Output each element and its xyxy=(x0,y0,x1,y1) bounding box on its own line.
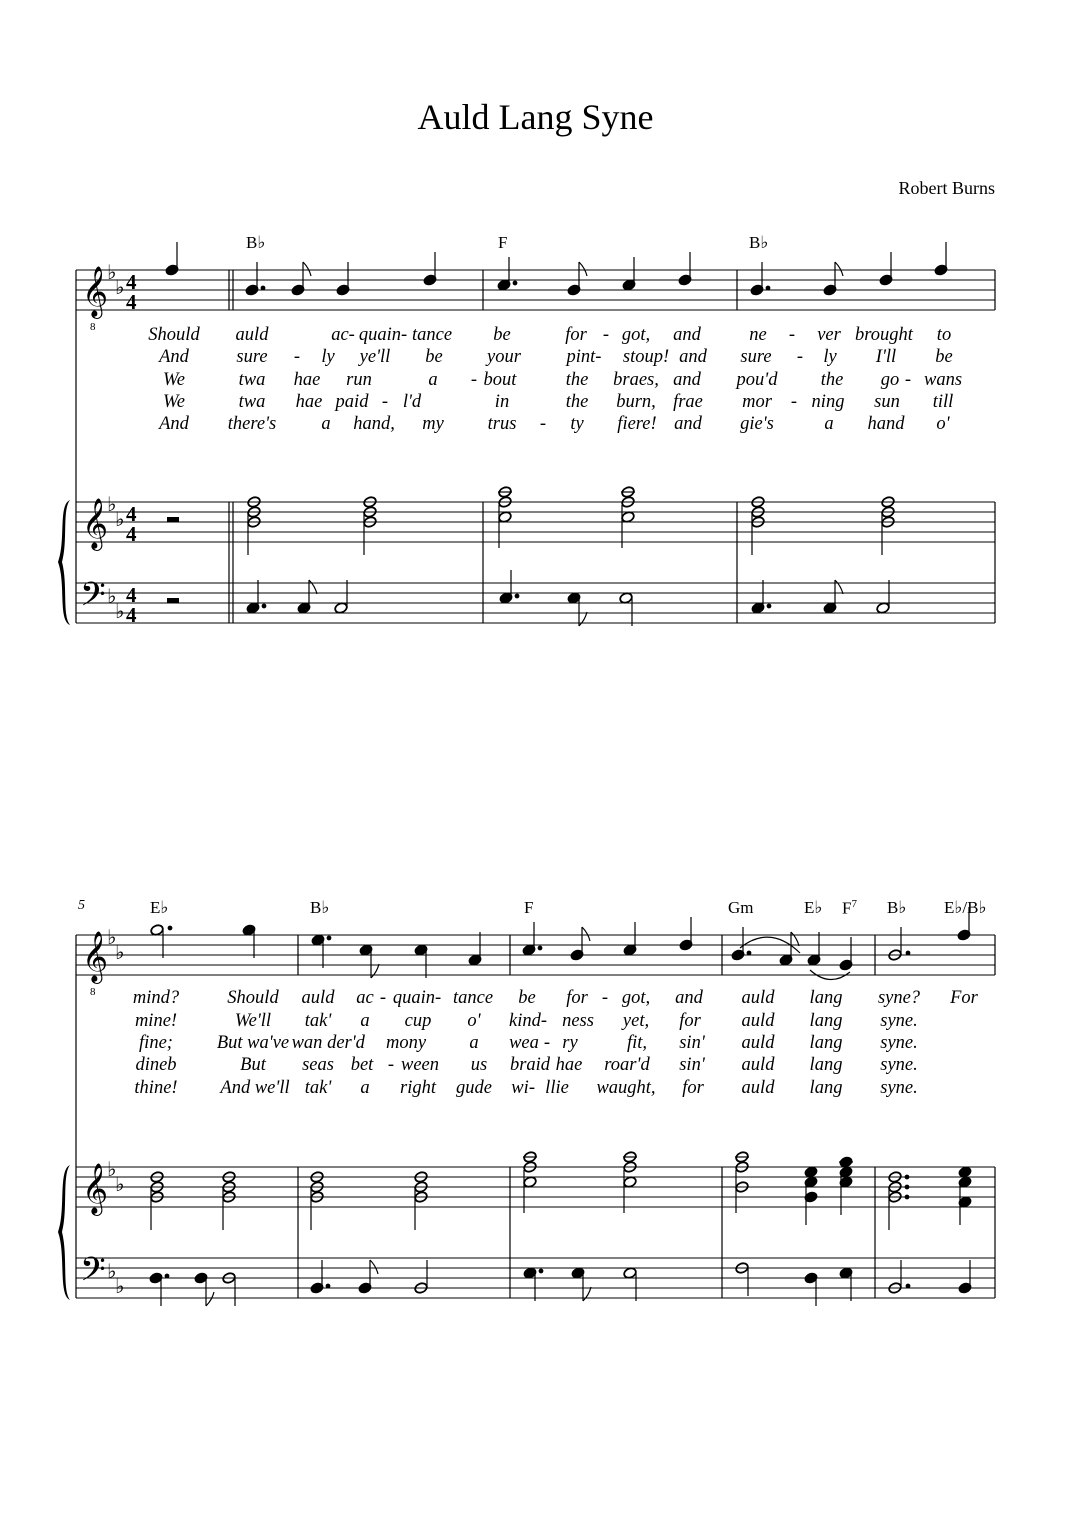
lyric-hyphen: - xyxy=(796,347,804,367)
piano-brace xyxy=(58,500,70,625)
lyric-syllable: fine; xyxy=(139,1033,173,1053)
piano-brace xyxy=(58,1165,70,1300)
lyric-syllable: lang xyxy=(809,1033,843,1053)
bass-clef: 𝄢 xyxy=(80,576,106,622)
svg-text:♭: ♭ xyxy=(107,584,117,608)
lyric-syllable: auld xyxy=(741,988,775,1008)
lyric-syllable: and xyxy=(674,414,702,434)
piano-bass-notes-2 xyxy=(149,1260,972,1306)
lyric-hyphen: - xyxy=(543,1033,551,1053)
lyric-syllable: Should xyxy=(148,325,200,345)
lyric-syllable: ning xyxy=(811,392,845,412)
piano-treble-staff-1 xyxy=(76,502,995,542)
lyric-syllable: and xyxy=(673,370,701,390)
lyric-syllable: a xyxy=(428,370,438,390)
lyric-syllable: auld xyxy=(235,325,269,345)
chord-symbol: F xyxy=(524,898,534,917)
vocal-staff-2 xyxy=(76,935,995,975)
chord-symbol: E♭/B♭ xyxy=(944,898,987,917)
half-rest xyxy=(167,598,179,603)
lyric-syllable: for xyxy=(566,988,588,1008)
lyric-syllable: and xyxy=(675,988,703,1008)
svg-text:♭: ♭ xyxy=(115,275,125,299)
lyric-syllable: sin' xyxy=(679,1033,705,1053)
lyric-syllable: dineb xyxy=(135,1055,177,1075)
lyric-syllable: cup xyxy=(404,1011,432,1031)
time-signature xyxy=(126,270,137,627)
lyric-syllable: twa xyxy=(238,370,266,390)
lyric-syllable: fit, xyxy=(626,1033,648,1053)
lyric-syllable: But xyxy=(240,1055,266,1075)
lyric-syllable: your xyxy=(487,347,521,367)
lyric-syllable: wea xyxy=(509,1033,539,1053)
lyric-syllable: be xyxy=(518,988,536,1008)
lyric-hyphen: - xyxy=(601,988,609,1008)
lyric-syllable: ly xyxy=(823,347,837,367)
svg-text:4: 4 xyxy=(126,270,137,294)
lyric-syllable: quain- xyxy=(358,325,408,345)
svg-text:4: 4 xyxy=(126,522,137,546)
lyric-syllable: right xyxy=(400,1078,436,1098)
lyric-syllable: lang xyxy=(809,988,843,1008)
lyric-syllable: the xyxy=(820,370,844,390)
svg-text:♭: ♭ xyxy=(115,507,125,531)
lyric-syllable: burn, xyxy=(616,392,656,412)
lyric-hyphen: - xyxy=(539,414,547,434)
lyric-syllable: waught, xyxy=(596,1078,656,1098)
lyric-syllable: tak' xyxy=(304,1011,332,1031)
lyric-syllable: gie's xyxy=(740,414,774,434)
lyric-syllable: bet xyxy=(350,1055,374,1075)
lyric-syllable: kind- xyxy=(508,1011,548,1031)
lyric-hyphen: - xyxy=(379,988,387,1008)
svg-text:4: 4 xyxy=(126,502,137,526)
lyric-syllable: till xyxy=(932,392,954,412)
svg-text:♭: ♭ xyxy=(107,1157,117,1181)
lyric-syllable: sun xyxy=(874,392,900,412)
svg-text:♭: ♭ xyxy=(115,1172,125,1196)
lyric-syllable: got, xyxy=(621,325,651,345)
lyric-syllable: a xyxy=(824,414,834,434)
lyric-syllable: mony xyxy=(385,1033,427,1053)
lyric-syllable: roar'd xyxy=(604,1055,650,1075)
lyric-syllable: And we'll xyxy=(220,1078,290,1098)
chord-symbol: B♭ xyxy=(887,898,907,917)
lyric-syllable: be xyxy=(493,325,511,345)
vocal-staff-1 xyxy=(76,270,995,310)
lyric-syllable: hand, xyxy=(353,414,395,434)
lyric-syllable: lang xyxy=(809,1078,843,1098)
lyric-syllable: For xyxy=(950,988,978,1008)
lyric-syllable: ween xyxy=(400,1055,440,1075)
lyric-syllable: ness xyxy=(562,1011,594,1031)
svg-text:♭: ♭ xyxy=(115,940,125,964)
lyric-syllable: gude xyxy=(456,1078,492,1098)
lyric-syllable: But wa've xyxy=(216,1033,290,1053)
lyric-syllable: for xyxy=(565,325,587,345)
lyric-syllable: der'd xyxy=(327,1033,365,1053)
chord-symbol: Gm xyxy=(728,898,754,917)
lyric-syllable: tance xyxy=(452,988,494,1008)
lyric-syllable: And xyxy=(159,347,189,367)
lyric-syllable: ac xyxy=(356,988,374,1008)
lyric-syllable: ry xyxy=(562,1033,578,1053)
svg-text:♭: ♭ xyxy=(115,599,125,623)
lyric-syllable: syne. xyxy=(880,1055,918,1075)
lyric-hyphen: - xyxy=(528,1078,536,1098)
chord-symbol: B♭ xyxy=(749,233,769,252)
lyric-syllable: a xyxy=(360,1011,370,1031)
piano-treble-staff-2 xyxy=(76,1167,995,1207)
svg-text:8: 8 xyxy=(90,986,96,998)
lyric-syllable: mor xyxy=(742,392,772,412)
lyric-syllable: syne. xyxy=(880,1033,918,1053)
lyric-syllable: ly xyxy=(321,347,335,367)
lyric-syllable: and xyxy=(679,347,707,367)
chord-symbol: B♭ xyxy=(310,898,330,917)
lyric-syllable: wan xyxy=(291,1033,323,1053)
lyric-syllable: auld xyxy=(741,1033,775,1053)
lyric-hyphen: - xyxy=(788,325,796,345)
lyric-syllable: there's xyxy=(227,414,277,434)
lyric-syllable: run xyxy=(346,370,372,390)
lyric-syllable: wans xyxy=(923,370,963,390)
treble-clef: 𝄞 xyxy=(82,1163,109,1214)
lyric-syllable: and xyxy=(673,325,701,345)
lyric-syllable: seas xyxy=(302,1055,334,1075)
composer-credit: Robert Burns xyxy=(898,178,995,198)
lyric-syllable: And xyxy=(159,414,189,434)
lyric-hyphen: - xyxy=(904,370,912,390)
chord-symbol: E♭ xyxy=(150,898,169,917)
lyric-hyphen: - xyxy=(470,370,478,390)
chord-symbol: E♭ xyxy=(804,898,823,917)
lyric-syllable: mine! xyxy=(134,1011,178,1031)
lyric-hyphen: - xyxy=(602,325,610,345)
lyric-syllable: for xyxy=(679,1011,701,1031)
lyric-syllable: We'll xyxy=(234,1011,272,1031)
lyric-syllable: auld xyxy=(741,1078,775,1098)
lyric-syllable: lang xyxy=(809,1011,843,1031)
lyric-syllable: paid xyxy=(335,392,369,412)
lyric-syllable: be xyxy=(935,347,953,367)
lyric-syllable: We xyxy=(163,370,185,390)
piano-bass-staff-1 xyxy=(76,583,995,623)
treble-clef: 𝄞 xyxy=(82,498,109,549)
half-rest xyxy=(167,517,179,522)
lyric-syllable: pint- xyxy=(566,347,602,367)
lyric-syllable: trus xyxy=(487,414,517,434)
lyric-syllable: a xyxy=(360,1078,370,1098)
lyric-syllable: o' xyxy=(467,1011,481,1031)
key-signature xyxy=(107,260,124,623)
lyric-syllable: mind? xyxy=(132,988,180,1008)
song-title: Auld Lang Syne xyxy=(417,97,654,137)
treble-clef-8vb: 𝄞 xyxy=(82,266,109,317)
piano-bass-notes-1 xyxy=(246,570,890,626)
lyric-syllable: lang xyxy=(809,1055,843,1075)
lyric-hyphen: - xyxy=(293,347,301,367)
chord-extension: 7 xyxy=(851,898,857,910)
svg-text:4: 4 xyxy=(126,583,137,607)
key-signature xyxy=(107,925,124,1298)
lyric-syllable: the xyxy=(565,370,589,390)
chord-symbol: B♭ xyxy=(246,233,266,252)
vocal-notes-1 xyxy=(165,242,948,296)
lyric-syllable: sure xyxy=(236,347,268,367)
chord-symbol: F xyxy=(498,233,508,252)
lyric-syllable: ty xyxy=(570,414,584,434)
lyric-hyphen: - xyxy=(790,392,798,412)
lyric-syllable: hae xyxy=(293,370,321,390)
lyric-syllable: llie xyxy=(545,1078,569,1098)
treble-clef-8vb: 𝄞 xyxy=(82,931,109,982)
lyric-syllable: a xyxy=(469,1033,479,1053)
lyric-syllable: tance xyxy=(411,325,453,345)
lyric-hyphen: - xyxy=(387,1055,395,1075)
lyric-syllable: hand xyxy=(867,414,905,434)
svg-text:4: 4 xyxy=(126,290,137,314)
lyric-syllable: syne. xyxy=(880,1011,918,1031)
lyric-syllable: for xyxy=(682,1078,704,1098)
lyric-syllable: tak' xyxy=(304,1078,332,1098)
bass-clef: 𝄢 xyxy=(80,1251,106,1297)
piano-treble-chords-1 xyxy=(247,486,895,555)
lyric-syllable: bout xyxy=(483,370,517,390)
lyric-syllable: braes, xyxy=(613,370,659,390)
lyric-hyphen: - xyxy=(381,392,389,412)
lyric-syllable: yet, xyxy=(622,1011,650,1031)
lyric-syllable: to xyxy=(936,325,952,345)
lyric-syllable: Should xyxy=(227,988,279,1008)
lyric-syllable: sure xyxy=(740,347,772,367)
lyric-syllable: l'd xyxy=(402,392,422,412)
lyric-syllable: fiere! xyxy=(617,414,657,434)
lyric-syllable: go xyxy=(880,370,900,390)
piano-treble-chords-2 xyxy=(150,1151,749,1230)
lyric-syllable: thine! xyxy=(134,1078,178,1098)
lyric-syllable: syne. xyxy=(880,1078,918,1098)
svg-text:♭: ♭ xyxy=(107,260,117,284)
lyric-syllable: my xyxy=(422,414,444,434)
lyric-syllable: the xyxy=(565,392,589,412)
lyric-syllable: in xyxy=(494,392,510,412)
lyric-syllable: pou'd xyxy=(736,370,778,390)
lyric-syllable: ne xyxy=(749,325,767,345)
lyric-syllable: a xyxy=(321,414,331,434)
lyric-syllable: I'll xyxy=(875,347,897,367)
lyric-syllable: o' xyxy=(936,414,950,434)
lyric-syllable: ver xyxy=(817,325,841,345)
lyric-syllable: wi xyxy=(511,1078,529,1098)
lyric-syllable: auld xyxy=(301,988,335,1008)
chord-root: F xyxy=(842,898,852,918)
svg-text:♭: ♭ xyxy=(107,1259,117,1283)
lyric-syllable: ye'll xyxy=(359,347,391,367)
lyric-syllable: auld xyxy=(741,1055,775,1075)
lyric-syllable: be xyxy=(425,347,443,367)
lyric-syllable: stoup! xyxy=(622,347,670,367)
svg-text:♭: ♭ xyxy=(115,1274,125,1298)
lyric-syllable: brought xyxy=(855,325,913,345)
vocal-notes-2 xyxy=(150,907,971,980)
lyric-syllable: syne? xyxy=(877,988,921,1008)
svg-text:♭: ♭ xyxy=(107,492,117,516)
lyric-syllable: sin' xyxy=(679,1055,705,1075)
svg-text:♭: ♭ xyxy=(107,925,117,949)
measure-number: 5 xyxy=(78,898,85,913)
lyric-syllable: hae xyxy=(555,1055,583,1075)
lyric-syllable: twa xyxy=(238,392,266,412)
lyric-syllable: We xyxy=(163,392,185,412)
lyric-syllable: ac- xyxy=(331,325,355,345)
svg-text:4: 4 xyxy=(126,603,137,627)
lyric-syllable: quain- xyxy=(392,988,442,1008)
lyric-syllable: braid xyxy=(509,1055,551,1075)
lyric-syllable: frae xyxy=(673,392,703,412)
lyric-syllable: hae xyxy=(295,392,323,412)
lyric-syllable: us xyxy=(470,1055,488,1075)
lyric-syllable: auld xyxy=(741,1011,775,1031)
svg-text:8: 8 xyxy=(90,321,96,333)
lyric-syllable: got, xyxy=(621,988,651,1008)
